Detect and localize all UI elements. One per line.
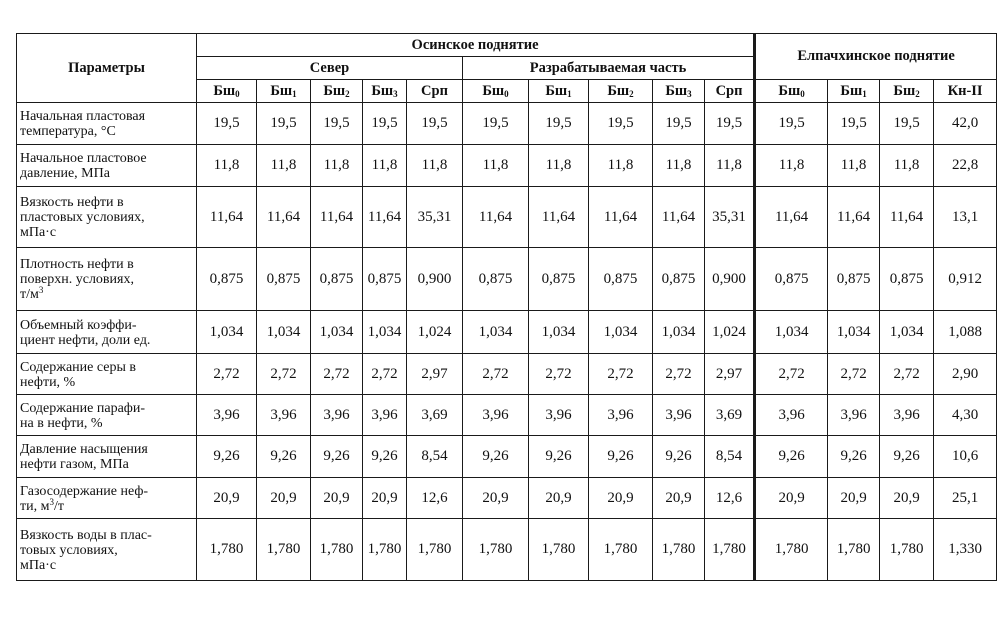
table-row	[17, 478, 997, 519]
value-cell: 0,875	[197, 248, 257, 311]
parameter-label-line	[20, 558, 194, 573]
value-cell: 20,9	[257, 478, 311, 519]
table-row	[17, 248, 997, 311]
value-cell: 11,8	[311, 145, 363, 187]
parameter-cell	[17, 103, 197, 145]
parameter-cell	[17, 145, 197, 187]
value-cell: 19,5	[653, 103, 705, 145]
table-row	[17, 103, 997, 145]
column-header-label: Бш	[371, 82, 394, 99]
value-cell: 35,31	[407, 187, 463, 248]
value-cell: 3,96	[363, 395, 407, 436]
column-header-label: Бш	[893, 82, 916, 99]
value-cell: 11,64	[463, 187, 529, 248]
value-cell: 20,9	[828, 478, 880, 519]
column-header-label: Бш	[545, 82, 568, 99]
value-cell: 19,5	[407, 103, 463, 145]
value-cell: 19,5	[197, 103, 257, 145]
column-header	[311, 80, 363, 103]
value-cell: 1,088	[934, 311, 997, 354]
value-cell: 25,1	[934, 478, 997, 519]
value-cell: 1,780	[705, 519, 755, 581]
value-cell: 1,034	[257, 311, 311, 354]
parameter-label-line	[20, 287, 194, 302]
value-cell: 2,97	[407, 354, 463, 395]
value-cell: 9,26	[363, 436, 407, 478]
parameter-label-text: Содержание серы в	[20, 359, 136, 375]
table-row	[17, 311, 997, 354]
value-cell: 20,9	[653, 478, 705, 519]
parameter-label-text: мПа·с	[20, 225, 57, 240]
column-header-subscript: 3	[687, 88, 692, 99]
value-cell: 11,8	[705, 145, 755, 187]
parameter-label-line	[20, 151, 194, 166]
value-cell: 11,64	[589, 187, 653, 248]
table-row	[17, 187, 997, 248]
value-cell: 11,64	[197, 187, 257, 248]
value-cell: 19,5	[755, 103, 828, 145]
reservoir-properties-table	[16, 33, 997, 581]
parameter-label-line	[20, 109, 194, 124]
parameter-label-text: т/м	[20, 287, 39, 302]
parameter-cell	[17, 248, 197, 311]
value-cell: 9,26	[828, 436, 880, 478]
table-row	[17, 436, 997, 478]
value-cell: 3,96	[755, 395, 828, 436]
column-header-subscript: 2	[629, 88, 634, 99]
value-cell: 1,024	[705, 311, 755, 354]
value-cell: 22,8	[934, 145, 997, 187]
parameter-label-line	[20, 375, 194, 390]
value-cell: 19,5	[705, 103, 755, 145]
value-cell: 0,875	[529, 248, 589, 311]
value-cell: 42,0	[934, 103, 997, 145]
value-cell: 0,875	[880, 248, 934, 311]
table-row	[17, 395, 997, 436]
value-cell: 2,72	[880, 354, 934, 395]
parameter-label-text: нефти, %	[20, 374, 76, 390]
value-cell: 11,64	[529, 187, 589, 248]
value-cell: 20,9	[755, 478, 828, 519]
value-cell: 1,780	[311, 519, 363, 581]
value-cell: 2,72	[311, 354, 363, 395]
subgroup-razrabatyvaemaya-header: Разрабатываемая часть	[463, 57, 755, 80]
column-header	[828, 80, 880, 103]
value-cell: 1,034	[880, 311, 934, 354]
value-cell: 19,5	[257, 103, 311, 145]
value-cell: 12,6	[407, 478, 463, 519]
value-cell: 9,26	[880, 436, 934, 478]
parameter-label-line	[20, 484, 194, 499]
column-header-label: Срп	[421, 82, 448, 99]
column-header-label: Бш	[482, 82, 505, 99]
value-cell: 11,64	[653, 187, 705, 248]
value-cell: 1,034	[463, 311, 529, 354]
parameter-label-text: мПа·с	[20, 557, 57, 573]
table-row	[17, 354, 997, 395]
parameter-cell	[17, 478, 197, 519]
parameter-label-line	[20, 195, 194, 210]
value-cell: 9,26	[755, 436, 828, 478]
column-header-label: Бш	[323, 82, 346, 99]
value-cell: 2,90	[934, 354, 997, 395]
value-cell: 3,96	[653, 395, 705, 436]
value-cell: 20,9	[311, 478, 363, 519]
value-cell: 3,96	[257, 395, 311, 436]
value-cell: 3,96	[311, 395, 363, 436]
value-cell: 3,96	[197, 395, 257, 436]
value-cell: 11,8	[257, 145, 311, 187]
value-cell: 2,72	[257, 354, 311, 395]
value-cell: 1,034	[755, 311, 828, 354]
value-cell: 19,5	[529, 103, 589, 145]
parameter-label-tail: /т	[53, 498, 64, 514]
value-cell: 13,1	[934, 187, 997, 248]
value-cell: 11,64	[311, 187, 363, 248]
column-header	[589, 80, 653, 103]
value-cell: 4,30	[934, 395, 997, 436]
value-cell: 19,5	[880, 103, 934, 145]
value-cell: 10,6	[934, 436, 997, 478]
column-header-label: Бш	[778, 82, 801, 99]
table-body	[17, 103, 997, 581]
value-cell: 1,780	[828, 519, 880, 581]
column-header	[755, 80, 828, 103]
parameter-label-text: Начальное пластовое	[20, 151, 147, 166]
value-cell: 35,31	[705, 187, 755, 248]
group-osinskoe-header: Осинское поднятие	[197, 34, 755, 57]
column-header-subscript: 0	[504, 88, 509, 99]
properties-table-container	[16, 33, 996, 581]
value-cell: 0,875	[755, 248, 828, 311]
value-cell: 3,69	[407, 395, 463, 436]
parameter-label-text: Вязкость воды в плас-	[20, 527, 152, 543]
value-cell: 1,780	[755, 519, 828, 581]
value-cell: 11,8	[755, 145, 828, 187]
value-cell: 11,64	[828, 187, 880, 248]
parameter-label-text: нефти газом, МПа	[20, 457, 129, 472]
value-cell: 0,875	[463, 248, 529, 311]
value-cell: 11,8	[363, 145, 407, 187]
column-header-subscript: 0	[235, 88, 240, 99]
value-cell: 0,875	[257, 248, 311, 311]
value-cell: 3,96	[529, 395, 589, 436]
value-cell: 9,26	[589, 436, 653, 478]
parameter-cell	[17, 187, 197, 248]
parameter-label-line	[20, 318, 194, 333]
value-cell: 9,26	[311, 436, 363, 478]
value-cell: 8,54	[407, 436, 463, 478]
value-cell: 1,780	[589, 519, 653, 581]
value-cell: 0,900	[407, 248, 463, 311]
value-cell: 1,780	[529, 519, 589, 581]
column-header	[407, 80, 463, 103]
value-cell: 2,72	[197, 354, 257, 395]
value-cell: 19,5	[828, 103, 880, 145]
column-header-subscript: 3	[393, 88, 398, 99]
column-header	[934, 80, 997, 103]
value-cell: 3,96	[828, 395, 880, 436]
value-cell: 19,5	[589, 103, 653, 145]
value-cell: 11,8	[463, 145, 529, 187]
value-cell: 1,780	[197, 519, 257, 581]
value-cell: 0,912	[934, 248, 997, 311]
value-cell: 11,8	[828, 145, 880, 187]
column-header-subscript: 0	[800, 88, 805, 99]
parameter-label-line	[20, 416, 194, 431]
value-cell: 1,024	[407, 311, 463, 354]
value-cell: 0,875	[653, 248, 705, 311]
value-cell: 0,875	[311, 248, 363, 311]
column-header	[363, 80, 407, 103]
value-cell: 3,96	[589, 395, 653, 436]
value-cell: 1,034	[589, 311, 653, 354]
value-cell: 9,26	[463, 436, 529, 478]
value-cell: 11,8	[880, 145, 934, 187]
value-cell: 3,96	[463, 395, 529, 436]
value-cell: 1,034	[828, 311, 880, 354]
parameter-label-text: температура, °С	[20, 124, 116, 139]
value-cell: 11,8	[529, 145, 589, 187]
parameter-label-line	[20, 543, 194, 558]
value-cell: 11,8	[589, 145, 653, 187]
column-header-label: Бш	[840, 82, 863, 99]
parameter-cell	[17, 354, 197, 395]
value-cell: 1,780	[463, 519, 529, 581]
parameter-label-text: Начальная пластовая	[20, 109, 146, 124]
column-header-label: Кн-II	[947, 82, 983, 99]
parameter-label-line	[20, 457, 194, 472]
parameter-label-text: давление, МПа	[20, 166, 110, 181]
value-cell: 11,8	[407, 145, 463, 187]
parameter-label-line	[20, 272, 194, 287]
parameter-cell	[17, 519, 197, 581]
column-header-label: Бш	[665, 82, 688, 99]
column-header	[653, 80, 705, 103]
value-cell: 3,69	[705, 395, 755, 436]
parameter-cell	[17, 395, 197, 436]
value-cell: 0,875	[363, 248, 407, 311]
value-cell: 11,64	[363, 187, 407, 248]
parameter-label-superscript: 3	[49, 496, 54, 507]
column-header	[197, 80, 257, 103]
column-header-subscript: 2	[345, 88, 350, 99]
parameter-label-text: циент нефти, доли ед.	[20, 332, 151, 348]
value-cell: 1,780	[257, 519, 311, 581]
value-cell: 11,8	[197, 145, 257, 187]
value-cell: 20,9	[463, 478, 529, 519]
value-cell: 20,9	[529, 478, 589, 519]
column-header-subscript: 1	[292, 88, 297, 99]
value-cell: 9,26	[257, 436, 311, 478]
column-header-label: Срп	[715, 82, 743, 99]
value-cell: 11,8	[653, 145, 705, 187]
value-cell: 11,64	[880, 187, 934, 248]
column-header	[257, 80, 311, 103]
column-header-label: Бш	[213, 82, 236, 99]
parameter-label-line	[20, 528, 194, 543]
value-cell: 9,26	[529, 436, 589, 478]
parameter-cell	[17, 311, 197, 354]
value-cell: 2,72	[363, 354, 407, 395]
value-cell: 19,5	[363, 103, 407, 145]
value-cell: 1,034	[363, 311, 407, 354]
value-cell: 11,64	[257, 187, 311, 248]
value-cell: 2,72	[755, 354, 828, 395]
value-cell: 19,5	[463, 103, 529, 145]
value-cell: 1,780	[653, 519, 705, 581]
parameter-label-text: Давление насыщения	[20, 442, 148, 457]
subgroup-sever-header: Север	[197, 57, 463, 80]
value-cell: 3,96	[880, 395, 934, 436]
column-header	[705, 80, 755, 103]
column-header	[463, 80, 529, 103]
parameter-label-text: Объемный коэффи-	[20, 317, 137, 333]
parameter-label-line	[20, 333, 194, 348]
value-cell: 2,72	[653, 354, 705, 395]
parameter-label-line	[20, 360, 194, 375]
parameter-label-text: товых условиях,	[20, 542, 118, 558]
parameter-label-text: пластовых условиях,	[20, 210, 145, 225]
group-elpachkhinskoe-header: Елпачхинское поднятие	[755, 34, 997, 80]
column-header	[880, 80, 934, 103]
value-cell: 1,780	[363, 519, 407, 581]
column-header-subscript: 2	[915, 88, 920, 99]
value-cell: 20,9	[197, 478, 257, 519]
value-cell: 1,780	[880, 519, 934, 581]
value-cell: 0,875	[828, 248, 880, 311]
parameter-label-line	[20, 496, 194, 514]
header-row-groups	[17, 34, 997, 57]
value-cell: 20,9	[880, 478, 934, 519]
parameter-cell	[17, 436, 197, 478]
column-header-label: Бш	[270, 82, 293, 99]
parameter-label-text: ти, м	[20, 498, 50, 514]
table-row	[17, 145, 997, 187]
value-cell: 9,26	[197, 436, 257, 478]
value-cell: 1,034	[529, 311, 589, 354]
param-header: Параметры	[17, 34, 197, 103]
value-cell: 8,54	[705, 436, 755, 478]
value-cell: 1,330	[934, 519, 997, 581]
parameter-label-line	[20, 166, 194, 181]
value-cell: 19,5	[311, 103, 363, 145]
value-cell: 2,72	[589, 354, 653, 395]
parameter-label-text: поверхн. условиях,	[20, 272, 134, 287]
value-cell: 12,6	[705, 478, 755, 519]
value-cell: 1,034	[311, 311, 363, 354]
parameter-label-text: Плотность нефти в	[20, 257, 134, 272]
column-header-subscript: 1	[567, 88, 572, 99]
parameter-label-text: на в нефти, %	[20, 415, 103, 431]
value-cell: 2,97	[705, 354, 755, 395]
column-header-label: Бш	[607, 82, 630, 99]
parameter-label-text: Газосодержание неф-	[20, 483, 149, 499]
value-cell: 0,875	[589, 248, 653, 311]
value-cell: 2,72	[828, 354, 880, 395]
parameter-label-line	[20, 124, 194, 139]
parameter-label-line	[20, 257, 194, 272]
value-cell: 1,034	[653, 311, 705, 354]
parameter-label-line	[20, 210, 194, 225]
parameter-label-line	[20, 225, 194, 240]
parameter-label-text: Вязкость нефти в	[20, 195, 124, 210]
parameter-label-superscript: 3	[38, 285, 44, 295]
value-cell: 9,26	[653, 436, 705, 478]
value-cell: 2,72	[463, 354, 529, 395]
value-cell: 0,900	[705, 248, 755, 311]
parameter-label-text: Содержание парафи-	[20, 400, 146, 416]
parameter-label-line	[20, 442, 194, 457]
value-cell: 2,72	[529, 354, 589, 395]
column-header	[529, 80, 589, 103]
table-row	[17, 519, 997, 581]
value-cell: 20,9	[363, 478, 407, 519]
parameter-label-line	[20, 401, 194, 416]
value-cell: 11,64	[755, 187, 828, 248]
column-header-subscript: 1	[862, 88, 867, 99]
value-cell: 1,034	[197, 311, 257, 354]
value-cell: 20,9	[589, 478, 653, 519]
value-cell: 1,780	[407, 519, 463, 581]
